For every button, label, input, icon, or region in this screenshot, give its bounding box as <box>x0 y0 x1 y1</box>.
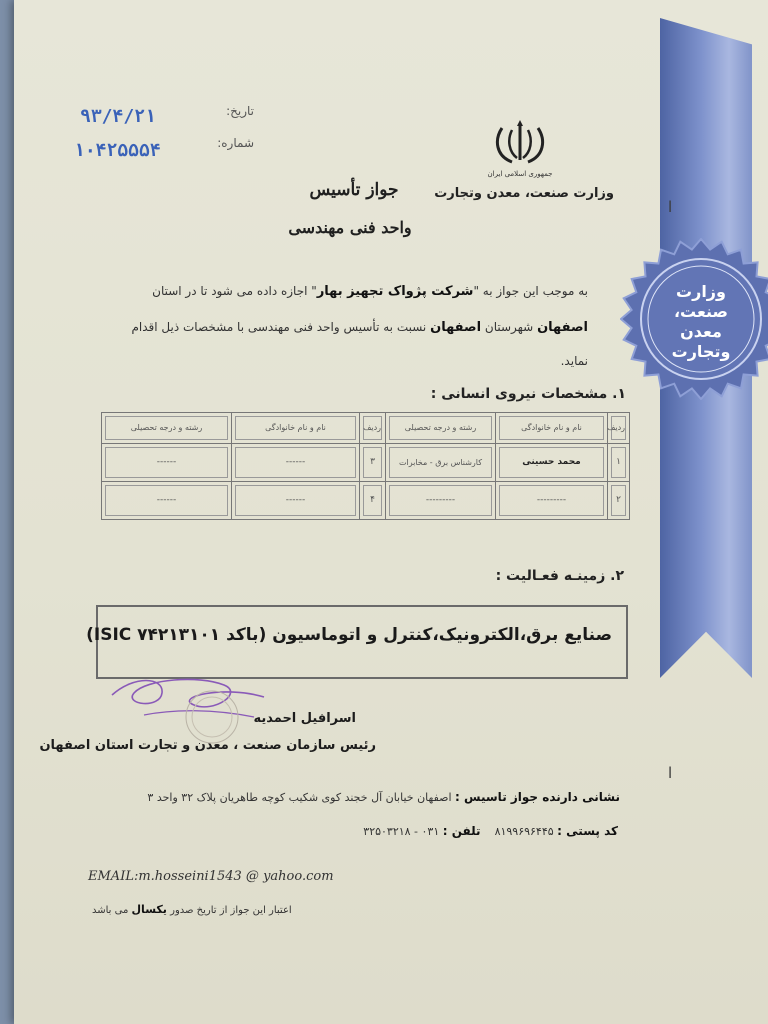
address-label: نشانی دارنده جواز تاسیس : <box>455 790 620 804</box>
phone-label: تلفن : <box>442 824 481 838</box>
company-name: شرکت پژواک تجهیز بهار <box>316 284 474 299</box>
ministry-seal <box>620 238 768 400</box>
city-name: اصفهان <box>430 320 482 335</box>
table-header-row <box>102 413 630 444</box>
section-1-heading: ۱. مشخصات نیروی انسانی : <box>430 386 626 402</box>
table-row <box>102 444 630 482</box>
activity-field: صنایع برق،الکترونیک،کنترل و اتوماسیون (باکد ISIC ۷۴۲۱۳۱۰۱) <box>86 625 612 645</box>
body-line1-suffix: " اجازه داده می شود تا در استان <box>152 284 317 298</box>
email-text: EMAIL:m.hosseini1543 @ yahoo.com <box>88 869 334 884</box>
margin-mark: ا <box>668 198 673 216</box>
address-value: اصفهان خیابان آل خجند کوی شکیب کوچه طاهریان پلاک ۳۲ واحد ۳ <box>147 791 452 804</box>
table-cell: ۱ <box>611 447 626 478</box>
signatory-name: اسرافیل احمدیه <box>253 711 356 726</box>
seal-line-1: وزارت <box>676 282 726 301</box>
margin-mark: ا <box>668 764 673 782</box>
section-2-heading: ۲. زمینـه فعـالیت : <box>495 568 624 584</box>
postal-code-label: کد پستی : <box>557 824 618 838</box>
date-value: ۹۳/۴/۲۱ <box>80 106 156 127</box>
validity-duration: یکسال <box>131 903 167 916</box>
validity-prefix: اعتبار این جواز از تاریخ صدور <box>170 905 292 916</box>
signatory-position: رئیس سازمان صنعت ، معدن و تجارت استان اصفهان <box>39 738 376 753</box>
document-subtitle: واحد فنی مهندسی <box>288 218 412 237</box>
header-cell: ردیف <box>611 416 626 440</box>
header-cell: نام و نام خانوادگی <box>235 416 356 440</box>
table-cell: ۲ <box>611 485 626 516</box>
table-row <box>102 482 630 520</box>
table-cell: ------ <box>235 447 356 478</box>
date-label: تاریخ: <box>226 104 254 118</box>
staff-table <box>101 412 630 520</box>
table-cell: --------- <box>389 485 492 516</box>
table-cell: ------ <box>235 485 356 516</box>
number-label: شماره: <box>217 136 254 150</box>
seal-line-3: وتجارت <box>671 342 731 361</box>
ministry-name: وزارت صنعت، معدن وتجارت <box>434 186 614 201</box>
iran-emblem-icon <box>490 120 550 170</box>
city-label: شهرستان <box>484 320 534 334</box>
header-cell: ردیف <box>363 416 382 440</box>
seal-line-2: صنعت، معدن <box>673 302 729 341</box>
document-page <box>14 0 768 1024</box>
phone-value: ۰۳۱ - ۳۲۵۰۳۲۱۸ <box>363 825 440 838</box>
table-cell: ۴ <box>363 485 382 516</box>
permit-body <box>74 284 588 374</box>
number-value: ۱۰۴۲۵۵۵۴ <box>74 140 161 161</box>
table-cell: --------- <box>499 485 604 516</box>
table-cell: محمد حسینی <box>499 447 604 478</box>
emblem-country-label: جمهوری اسلامی ایران <box>487 170 553 178</box>
body-line1-prefix: به موجب این جواز به " <box>473 284 588 298</box>
header-cell: رشته و درجه تحصیلی <box>389 416 492 440</box>
table-cell: کارشناس برق - مخابرات <box>389 447 492 478</box>
body-line3: نماید. <box>560 354 588 368</box>
document-title: جواز تأسیس <box>309 180 399 200</box>
contact-line <box>294 824 618 838</box>
header-cell: نام و نام خانوادگی <box>499 416 604 440</box>
header-cell: رشته و درجه تحصیلی <box>105 416 228 440</box>
validity-suffix: می باشد <box>92 905 129 916</box>
table-cell: ۳ <box>363 447 382 478</box>
validity-note <box>92 903 292 916</box>
province-name: اصفهان <box>537 320 588 335</box>
table-cell: ------ <box>105 447 228 478</box>
table-cell: ------ <box>105 485 228 516</box>
body-line2-suffix: نسبت به تأسیس واحد فنی مهندسی با مشخصات ذیل اقدام <box>131 320 427 334</box>
postal-code-value: ۸۱۹۹۶۹۶۴۴۵ <box>494 825 554 838</box>
holder-address <box>147 790 620 804</box>
